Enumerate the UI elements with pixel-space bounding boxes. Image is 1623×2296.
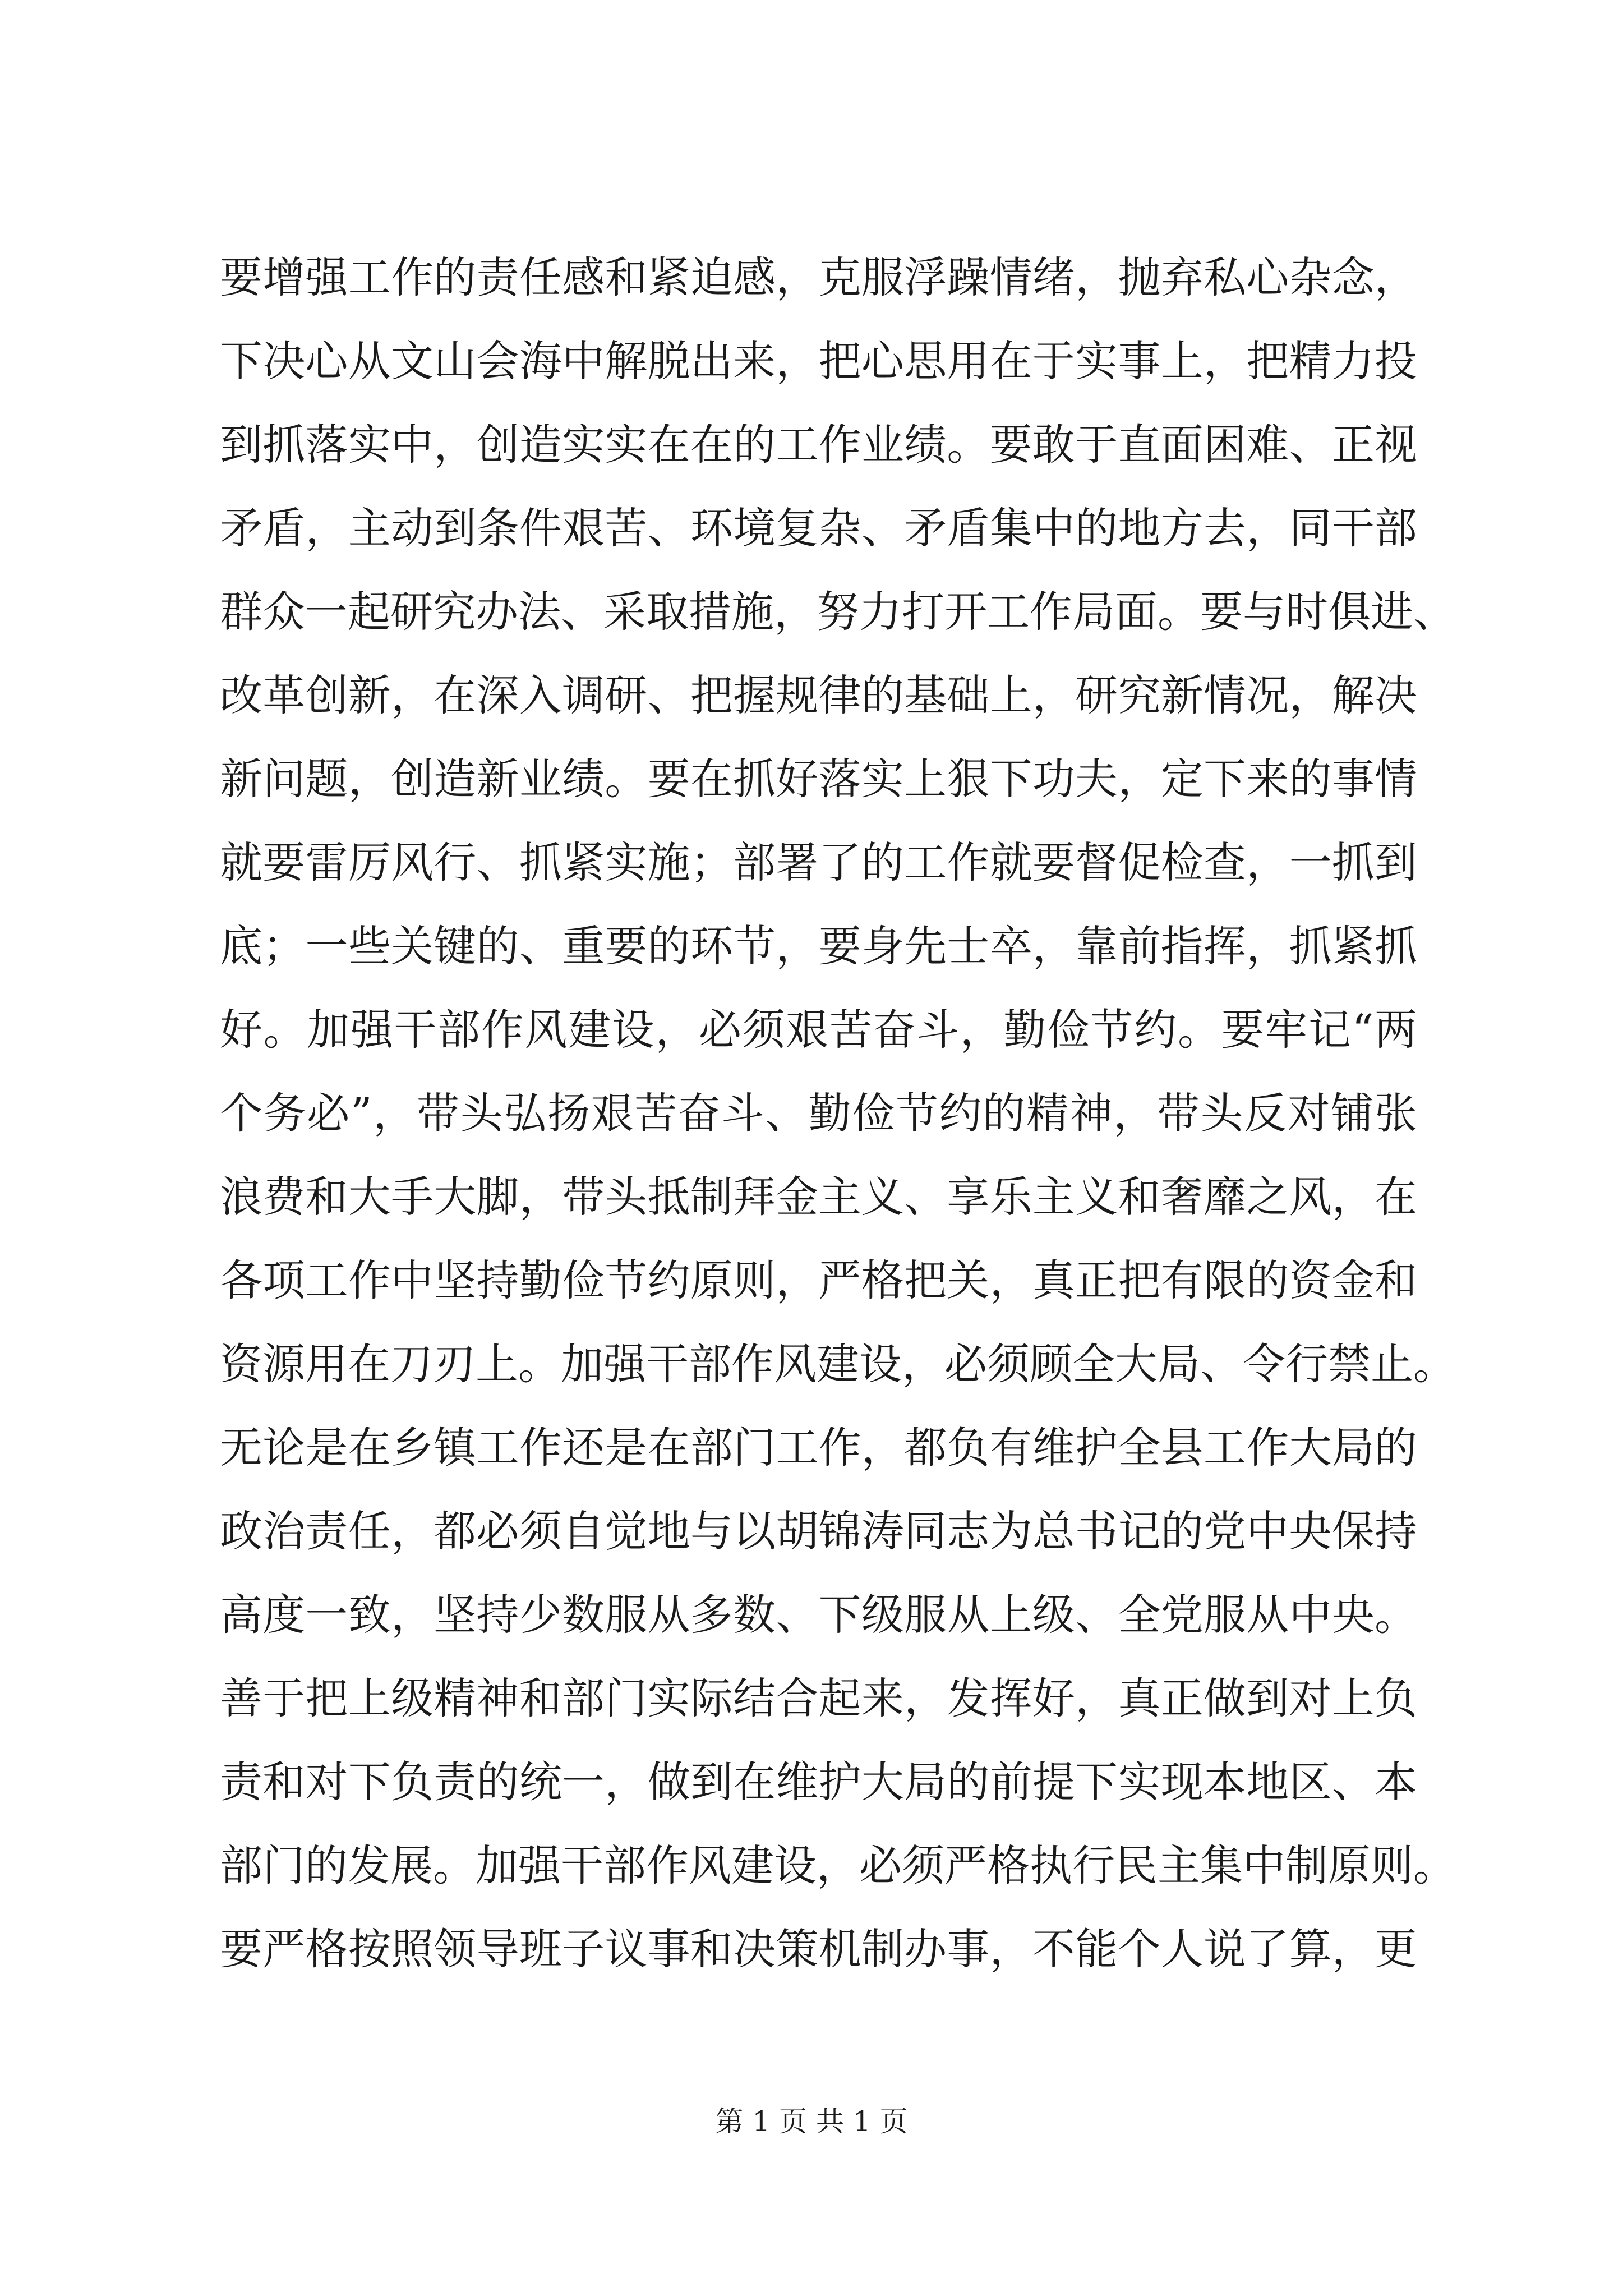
text-line: 到抓落实中，创造实实在在的工作业绩。要敢于直面困难、正视 bbox=[220, 420, 1417, 470]
text-line: 新问题，创造新业绩。要在抓好落实上狠下功夫，定下来的事情 bbox=[220, 754, 1417, 804]
text-line: 浪费和大手大脚，带头抵制拜金主义、享乐主义和奢靡之风，在 bbox=[220, 1172, 1417, 1222]
text-line: 改革创新，在深入调研、把握规律的基础上，研究新情况，解决 bbox=[220, 670, 1417, 720]
text-line: 无论是在乡镇工作还是在部门工作，都负有维护全县工作大局的 bbox=[220, 1423, 1417, 1473]
text-line: 高度一致，坚持少数服从多数、下级服从上级、全党服从中央。 bbox=[220, 1590, 1417, 1640]
text-line: 就要雷厉风行、抓紧实施；部署了的工作就要督促检查，一抓到 bbox=[220, 838, 1417, 887]
text-line: 好。加强干部作风建设，必须艰苦奋斗，勤俭节约。要牢记“两 bbox=[220, 1005, 1417, 1055]
text-line: 责和对下负责的统一，做到在维护大局的前提下实现本地区、本 bbox=[220, 1757, 1417, 1807]
text-line: 个务必”，带头弘扬艰苦奋斗、勤俭节约的精神，带头反对铺张 bbox=[220, 1088, 1417, 1138]
text-line: 各项工作中坚持勤俭节约原则，严格把关，真正把有限的资金和 bbox=[220, 1255, 1417, 1305]
text-line: 要增强工作的责任感和紧迫感，克服浮躁情绪，抛弃私心杂念， bbox=[220, 252, 1417, 302]
text-line: 群众一起研究办法、采取措施，努力打开工作局面。要与时俱进、 bbox=[220, 587, 1456, 637]
text-line: 善于把上级精神和部门实际结合起来，发挥好，真正做到对上负 bbox=[220, 1673, 1417, 1723]
text-line: 资源用在刀刃上。加强干部作风建设，必须顾全大局、令行禁止。 bbox=[220, 1339, 1456, 1389]
text-line: 政治责任，都必须自觉地与以胡锦涛同志为总书记的党中央保持 bbox=[220, 1506, 1417, 1556]
page-footer: 第 1 页 共 1 页 bbox=[715, 2105, 908, 2138]
text-line: 下决心从文山会海中解脱出来，把心思用在于实事上，把精力投 bbox=[220, 336, 1417, 386]
text-line: 要严格按照领导班子议事和决策机制办事，不能个人说了算，更 bbox=[220, 1924, 1417, 1974]
text-line: 底；一些关键的、重要的环节，要身先士卒，靠前指挥，抓紧抓 bbox=[220, 921, 1417, 971]
text-line: 部门的发展。加强干部作风建设，必须严格执行民主集中制原则。 bbox=[220, 1841, 1456, 1890]
body-text bbox=[220, 236, 1456, 1991]
text-line: 矛盾，主动到条件艰苦、环境复杂、矛盾集中的地方去，同干部 bbox=[220, 503, 1417, 553]
